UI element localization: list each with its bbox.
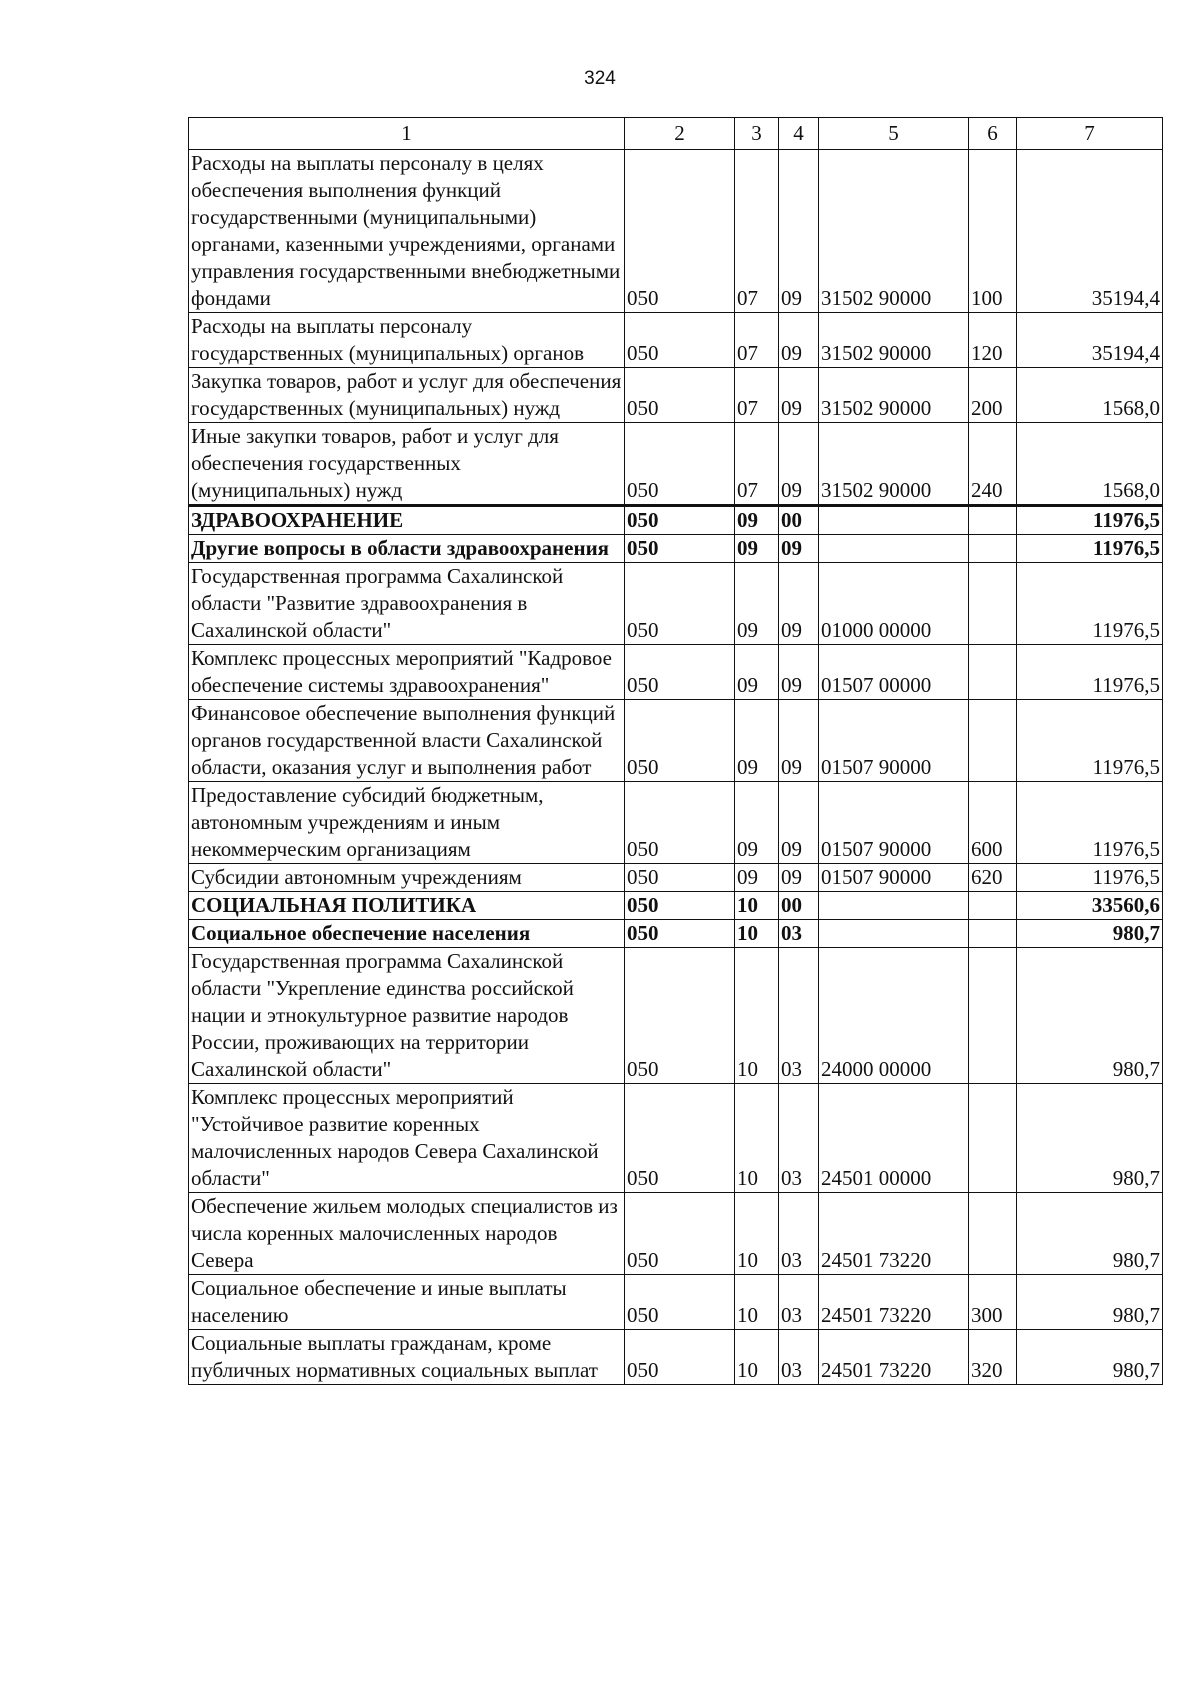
row-section-code: 07 xyxy=(735,313,779,368)
header-col-1: 1 xyxy=(189,118,625,150)
row-name: Другие вопросы в области здравоохранения xyxy=(189,535,625,563)
row-subsection-code: 09 xyxy=(779,782,819,864)
row-subsection-code: 09 xyxy=(779,313,819,368)
row-grbs-code: 050 xyxy=(625,1193,735,1275)
row-subsection-code: 00 xyxy=(779,506,819,535)
table-row xyxy=(189,782,1163,864)
row-subsection-code: 03 xyxy=(779,920,819,948)
row-expense-type-code: 300 xyxy=(969,1275,1017,1330)
row-name: Социальное обеспечение и иные выплаты населению xyxy=(189,1275,625,1330)
row-section-code: 07 xyxy=(735,368,779,423)
table-row xyxy=(189,1275,1163,1330)
budget-table xyxy=(188,117,1163,1385)
row-expense-type-code: 100 xyxy=(969,150,1017,313)
row-grbs-code: 050 xyxy=(625,313,735,368)
row-subsection-code: 09 xyxy=(779,864,819,892)
row-expense-type-code xyxy=(969,920,1017,948)
row-amount: 980,7 xyxy=(1017,1275,1163,1330)
row-name: Иные закупки товаров, работ и услуг для обеспечения государственных (муниципальных) нужд xyxy=(189,423,625,506)
row-target-article-code xyxy=(819,535,969,563)
row-subsection-code: 03 xyxy=(779,1084,819,1193)
row-grbs-code: 050 xyxy=(625,535,735,563)
row-target-article-code: 24000 00000 xyxy=(819,948,969,1084)
row-section-code: 10 xyxy=(735,1084,779,1193)
row-section-code: 09 xyxy=(735,782,779,864)
row-section-code: 10 xyxy=(735,1330,779,1385)
row-amount: 980,7 xyxy=(1017,920,1163,948)
row-grbs-code: 050 xyxy=(625,150,735,313)
row-subsection-code: 03 xyxy=(779,948,819,1084)
row-amount: 1568,0 xyxy=(1017,423,1163,506)
row-target-article-code: 01507 90000 xyxy=(819,782,969,864)
row-expense-type-code xyxy=(969,948,1017,1084)
row-grbs-code: 050 xyxy=(625,864,735,892)
row-section-code: 09 xyxy=(735,700,779,782)
row-grbs-code: 050 xyxy=(625,892,735,920)
row-name: ЗДРАВООХРАНЕНИЕ xyxy=(189,506,625,535)
table-row xyxy=(189,1193,1163,1275)
row-grbs-code: 050 xyxy=(625,423,735,506)
table-header xyxy=(189,118,1163,150)
row-target-article-code: 24501 00000 xyxy=(819,1084,969,1193)
row-section-code: 10 xyxy=(735,1193,779,1275)
row-name: Закупка товаров, работ и услуг для обеспечения государственных (муниципальных) нужд xyxy=(189,368,625,423)
row-amount: 11976,5 xyxy=(1017,506,1163,535)
row-target-article-code: 01507 00000 xyxy=(819,645,969,700)
row-expense-type-code xyxy=(969,645,1017,700)
row-grbs-code: 050 xyxy=(625,782,735,864)
row-expense-type-code xyxy=(969,1084,1017,1193)
row-grbs-code: 050 xyxy=(625,563,735,645)
row-name: Расходы на выплаты персоналу в целях обеспечения выполнения функций государственными (муниципальными) органами, казенными учреждениями, органами управления государственными внебюджетными фондами xyxy=(189,150,625,313)
table-row xyxy=(189,920,1163,948)
header-row xyxy=(189,118,1163,150)
row-target-article-code: 31502 90000 xyxy=(819,368,969,423)
header-col-7: 7 xyxy=(1017,118,1163,150)
table-row xyxy=(189,700,1163,782)
row-section-code: 09 xyxy=(735,563,779,645)
row-target-article-code xyxy=(819,920,969,948)
row-amount: 33560,6 xyxy=(1017,892,1163,920)
row-name: Предоставление субсидий бюджетным, автономным учреждениям и иным некоммерческим организациям xyxy=(189,782,625,864)
table-body xyxy=(189,150,1163,1385)
row-amount: 11976,5 xyxy=(1017,700,1163,782)
row-amount: 35194,4 xyxy=(1017,150,1163,313)
row-name: Расходы на выплаты персоналу государственных (муниципальных) органов xyxy=(189,313,625,368)
row-name: Комплекс процессных мероприятий "Кадровое обеспечение системы здравоохранения" xyxy=(189,645,625,700)
row-grbs-code: 050 xyxy=(625,920,735,948)
row-amount: 980,7 xyxy=(1017,1193,1163,1275)
row-section-code: 07 xyxy=(735,423,779,506)
row-subsection-code: 03 xyxy=(779,1193,819,1275)
row-expense-type-code xyxy=(969,1193,1017,1275)
row-subsection-code: 00 xyxy=(779,892,819,920)
row-target-article-code: 01507 90000 xyxy=(819,864,969,892)
row-subsection-code: 09 xyxy=(779,150,819,313)
row-subsection-code: 09 xyxy=(779,423,819,506)
row-target-article-code: 24501 73220 xyxy=(819,1193,969,1275)
row-name: Государственная программа Сахалинской области "Развитие здравоохранения в Сахалинской области" xyxy=(189,563,625,645)
table-row xyxy=(189,948,1163,1084)
row-name: Социальные выплаты гражданам, кроме публичных нормативных социальных выплат xyxy=(189,1330,625,1385)
row-expense-type-code: 600 xyxy=(969,782,1017,864)
row-amount: 11976,5 xyxy=(1017,864,1163,892)
header-col-4: 4 xyxy=(779,118,819,150)
row-subsection-code: 09 xyxy=(779,645,819,700)
row-expense-type-code: 320 xyxy=(969,1330,1017,1385)
row-section-code: 09 xyxy=(735,506,779,535)
row-amount: 1568,0 xyxy=(1017,368,1163,423)
table-row xyxy=(189,368,1163,423)
row-name: Обеспечение жильем молодых специалистов из числа коренных малочисленных народов Севера xyxy=(189,1193,625,1275)
row-target-article-code: 31502 90000 xyxy=(819,423,969,506)
row-section-code: 10 xyxy=(735,948,779,1084)
row-subsection-code: 09 xyxy=(779,700,819,782)
row-expense-type-code xyxy=(969,892,1017,920)
row-subsection-code: 09 xyxy=(779,535,819,563)
row-target-article-code xyxy=(819,506,969,535)
row-expense-type-code: 120 xyxy=(969,313,1017,368)
row-amount: 980,7 xyxy=(1017,1084,1163,1193)
row-expense-type-code xyxy=(969,563,1017,645)
row-grbs-code: 050 xyxy=(625,645,735,700)
header-col-6: 6 xyxy=(969,118,1017,150)
header-col-3: 3 xyxy=(735,118,779,150)
row-subsection-code: 09 xyxy=(779,563,819,645)
row-grbs-code: 050 xyxy=(625,1275,735,1330)
row-target-article-code: 01507 90000 xyxy=(819,700,969,782)
row-section-code: 10 xyxy=(735,920,779,948)
page-number: 324 xyxy=(584,68,616,89)
row-grbs-code: 050 xyxy=(625,368,735,423)
row-amount: 11976,5 xyxy=(1017,782,1163,864)
row-amount: 980,7 xyxy=(1017,948,1163,1084)
row-section-code: 09 xyxy=(735,645,779,700)
table-row xyxy=(189,645,1163,700)
row-subsection-code: 03 xyxy=(779,1330,819,1385)
row-grbs-code: 050 xyxy=(625,1084,735,1193)
row-name: СОЦИАЛЬНАЯ ПОЛИТИКА xyxy=(189,892,625,920)
row-target-article-code: 24501 73220 xyxy=(819,1330,969,1385)
table-row xyxy=(189,864,1163,892)
row-section-code: 09 xyxy=(735,864,779,892)
row-subsection-code: 03 xyxy=(779,1275,819,1330)
row-grbs-code: 050 xyxy=(625,948,735,1084)
row-amount: 11976,5 xyxy=(1017,563,1163,645)
table-row xyxy=(189,892,1163,920)
row-expense-type-code xyxy=(969,700,1017,782)
row-expense-type-code xyxy=(969,506,1017,535)
header-col-2: 2 xyxy=(625,118,735,150)
row-expense-type-code: 240 xyxy=(969,423,1017,506)
row-target-article-code: 31502 90000 xyxy=(819,150,969,313)
row-section-code: 10 xyxy=(735,892,779,920)
row-grbs-code: 050 xyxy=(625,506,735,535)
row-target-article-code: 01000 00000 xyxy=(819,563,969,645)
table-row xyxy=(189,535,1163,563)
table-row xyxy=(189,313,1163,368)
row-name: Комплекс процессных мероприятий "Устойчивое развитие коренных малочисленных народов Севера Сахалинской области" xyxy=(189,1084,625,1193)
table-row xyxy=(189,563,1163,645)
row-name: Государственная программа Сахалинской области "Укрепление единства российской нации и этнокультурное развитие народов России, проживающих на территории Сахалинской области" xyxy=(189,948,625,1084)
row-section-code: 10 xyxy=(735,1275,779,1330)
row-amount: 980,7 xyxy=(1017,1330,1163,1385)
row-expense-type-code: 620 xyxy=(969,864,1017,892)
row-target-article-code: 24501 73220 xyxy=(819,1275,969,1330)
row-amount: 11976,5 xyxy=(1017,645,1163,700)
row-section-code: 07 xyxy=(735,150,779,313)
row-section-code: 09 xyxy=(735,535,779,563)
row-target-article-code: 31502 90000 xyxy=(819,313,969,368)
row-expense-type-code xyxy=(969,535,1017,563)
table-row xyxy=(189,506,1163,535)
row-target-article-code xyxy=(819,892,969,920)
header-col-5: 5 xyxy=(819,118,969,150)
table-row xyxy=(189,150,1163,313)
row-grbs-code: 050 xyxy=(625,1330,735,1385)
row-expense-type-code: 200 xyxy=(969,368,1017,423)
row-amount: 35194,4 xyxy=(1017,313,1163,368)
table-row xyxy=(189,1330,1163,1385)
row-name: Финансовое обеспечение выполнения функций органов государственной власти Сахалинской области, оказания услуг и выполнения работ xyxy=(189,700,625,782)
table-row xyxy=(189,1084,1163,1193)
row-amount: 11976,5 xyxy=(1017,535,1163,563)
row-subsection-code: 09 xyxy=(779,368,819,423)
row-name: Социальное обеспечение населения xyxy=(189,920,625,948)
table-row xyxy=(189,423,1163,506)
row-name: Субсидии автономным учреждениям xyxy=(189,864,625,892)
row-grbs-code: 050 xyxy=(625,700,735,782)
